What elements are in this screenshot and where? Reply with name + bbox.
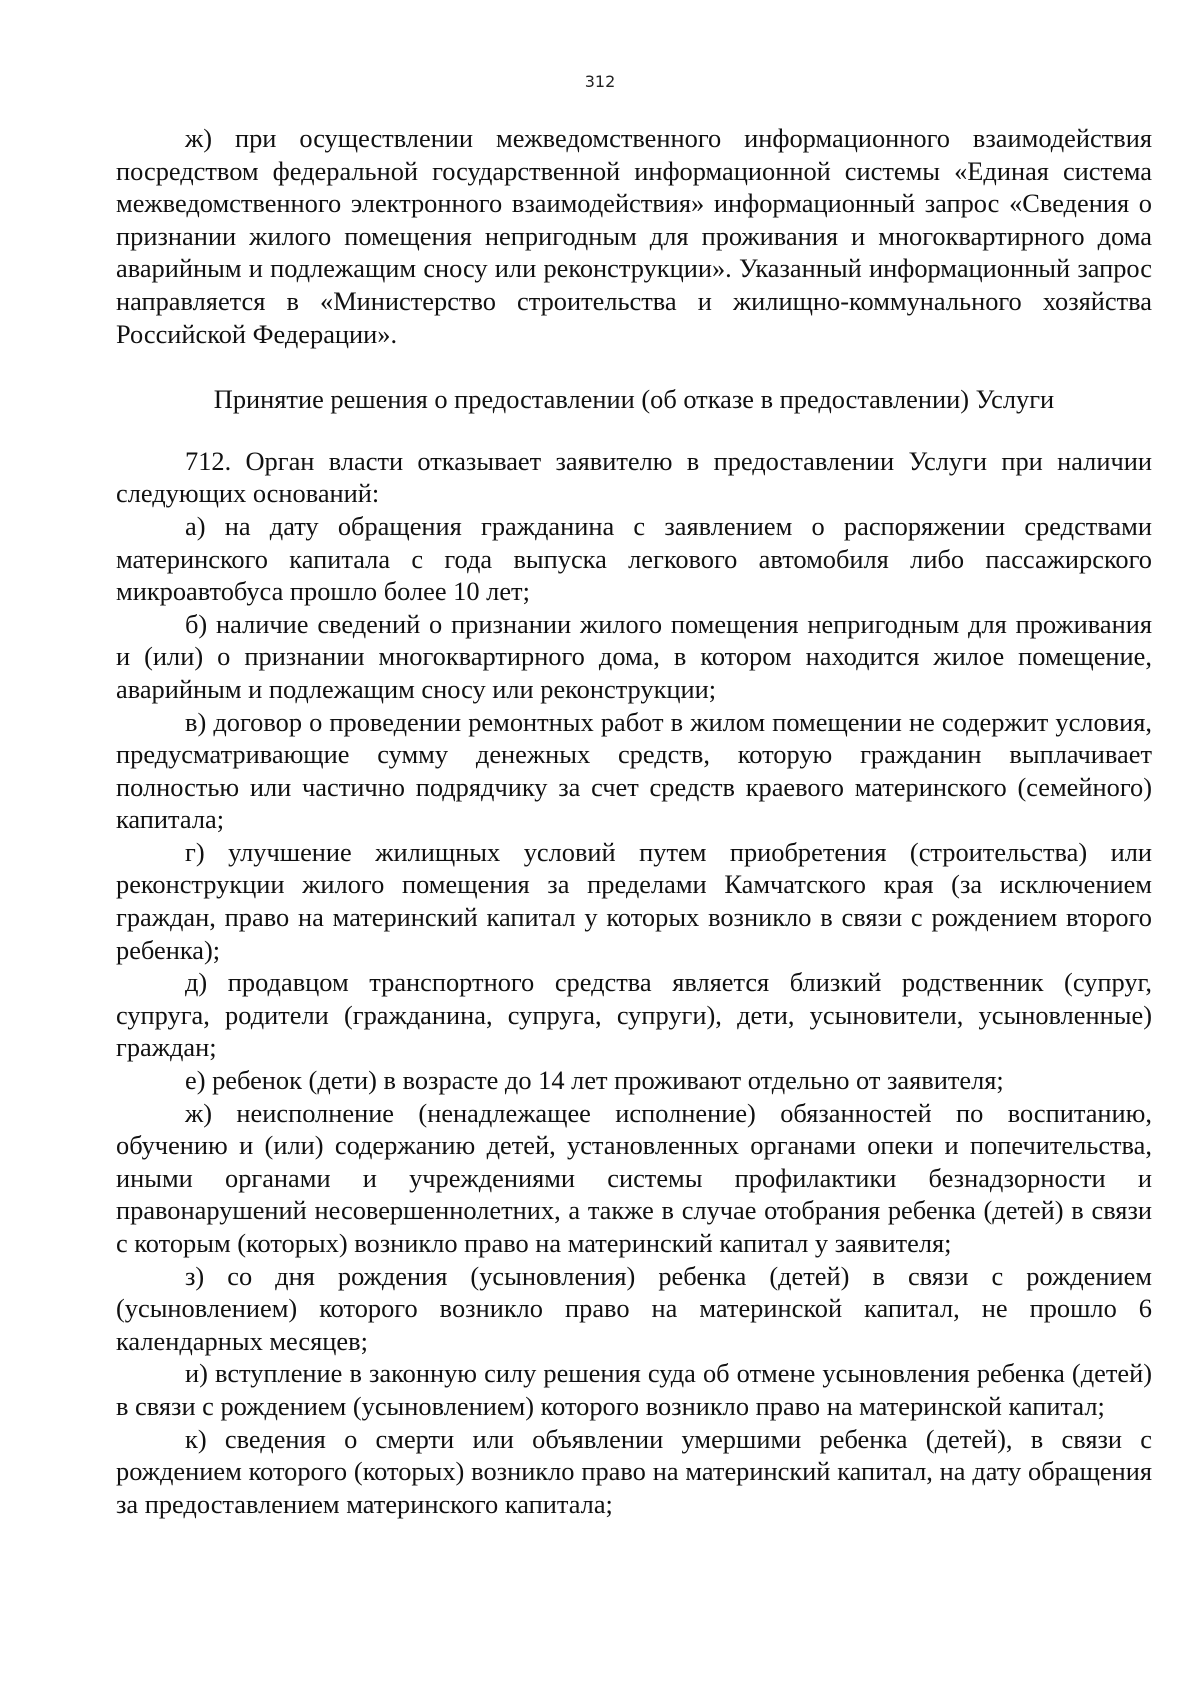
section-heading: Принятие решения о предоставлении (об отказе в предоставлении) Услуги <box>213 384 1055 415</box>
page-number: 312 <box>584 72 616 91</box>
ground-b: б) наличие сведений о признании жилого помещения непригодным для проживания и (или) о признании многоквартирного дома, в котором находится жилое помещение, аварийным и подлежащим сносу или реконструкции; <box>116 608 1152 704</box>
ground-i: и) вступление в законную силу решения суда об отмене усыновления ребенка (детей) в связи с рождением (усыновлением) которого возникло право на материнской капитал; <box>116 1358 1152 1421</box>
ground-k: к) сведения о смерти или объявлении умершими ребенка (детей), в связи с рождением которого (которых) возникло право на материнский капитал, на дату обращения за предоставлением материнского капитала; <box>116 1423 1152 1519</box>
ground-e: е) ребенок (дети) в возрасте до 14 лет проживают отдельно от заявителя; <box>185 1065 1004 1096</box>
ground-d: д) продавцом транспортного средства является близкий родственник (супруг, супруга, родители (гражданина, супруга, супруги), дети, усыновители, усыновленные) граждан; <box>116 967 1152 1063</box>
clause-712: 712. Орган власти отказывает заявителю в предоставлении Услуги при наличии следующих оснований: <box>116 445 1152 509</box>
ground-z: з) со дня рождения (усыновления) ребенка (детей) в связи с рождением (усыновлением) которого возникло право на материнской капитал, не прошло 6 календарных месяцев; <box>116 1260 1152 1356</box>
ground-g: г) улучшение жилищных условий путем приобретения (строительства) или реконструкции жилого помещения за пределами Камчатского края (за исключением граждан, право на материнский капитал у которых возникло в связи с рождением второго ребенка); <box>116 836 1152 965</box>
ground-zh: ж) неисполнение (ненадлежащее исполнение) обязанностей по воспитанию, обучению и (или) содержанию детей, установленных органами опеки и попечительства, иными органами и учреждениями системы профилактики безнадзорности и правонарушений несовершеннолетних, а также в случае отобрания ребенка (детей) в связи с которым (которых) возникло право на материнский капитал у заявителя; <box>116 1097 1152 1258</box>
paragraph-zh: ж) при осуществлении межведомственного информационного взаимодействия посредством федеральной государственной информационной системы «Единая система межведомственного электронного взаимодействия» информационный запрос «Сведения о признании жилого помещения непригодным для проживания и многоквартирного дома аварийным и подлежащим сносу или реконструкции». Указанный информационный запрос направляется в «Министерство строительства и жилищно-коммунального хозяйства Российской Федерации». <box>116 123 1152 349</box>
ground-v: в) договор о проведении ремонтных работ в жилом помещении не содержит условия, предусматривающие сумму денежных средств, которую гражданин выплачивает полностью или частично подрядчику за счет средств краевого материнского (семейного) капитала; <box>116 706 1152 835</box>
ground-a: а) на дату обращения гражданина с заявлением о распоряжении средствами материнского капитала с года выпуска легкового автомобиля либо пассажирского микроавтобуса прошло более 10 лет; <box>116 510 1152 607</box>
document-body <box>116 122 1152 1520</box>
